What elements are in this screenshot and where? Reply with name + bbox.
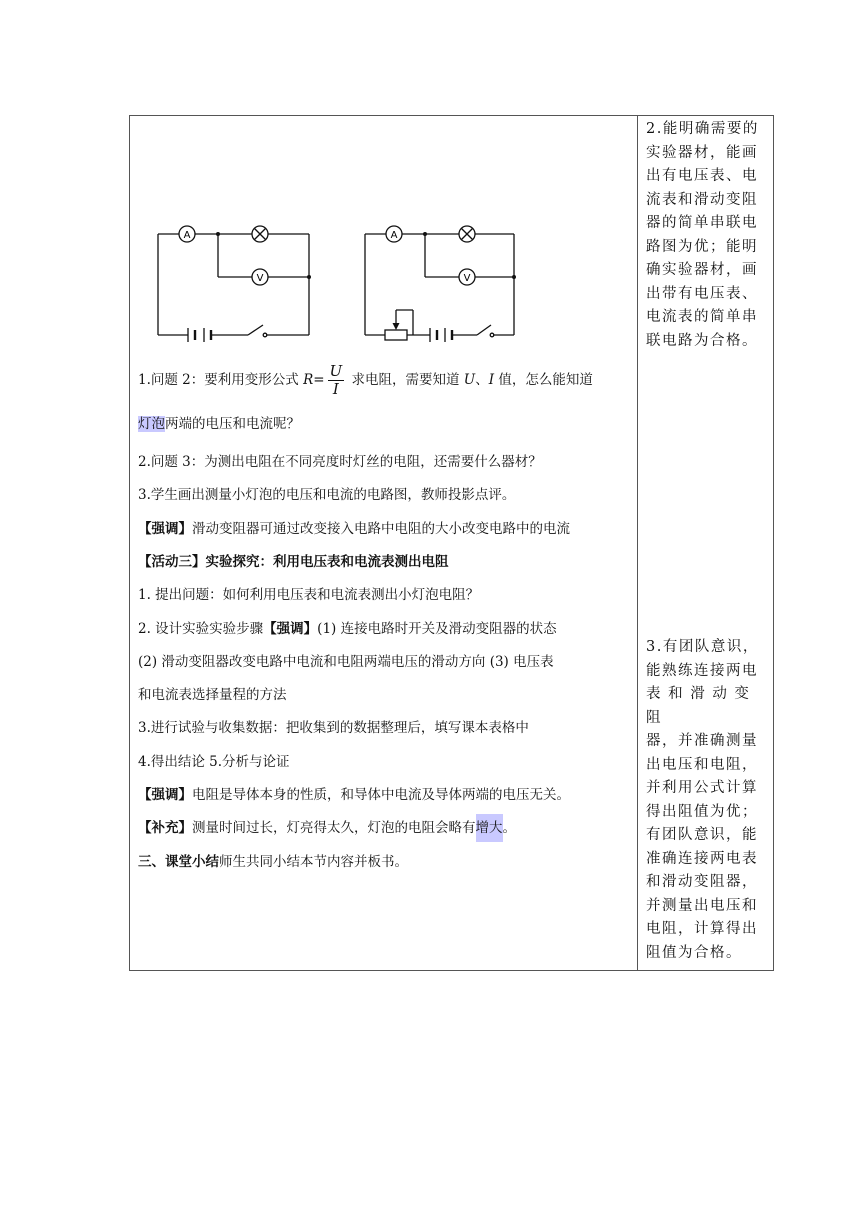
- criteria-2: 2.能明确需要的 实验器材，能画 出有电压表、电 流表和滑动变阻 器的简单串联电 路图为优；能明 确实验器材，画 出带有电压表、 电流表的简单串 联电路为合格。: [646, 121, 759, 349]
- circuit-diagram-with-rheostat: [355, 219, 530, 344]
- emphasis-2: 【强调】电阻是导体本身的性质，和导体中电流及导体两端的电压无关。: [138, 787, 570, 803]
- step-4: 4.得出结论 5.分析与论证: [138, 754, 290, 770]
- column-divider: [637, 116, 638, 970]
- ammeter-symbol-label: A: [390, 230, 398, 241]
- circuit-diagram-basic: [148, 219, 323, 344]
- step-2-line2: (2) 滑动变阻器改变电路中电流和电阻两端电压的滑动方向 (3) 电压表: [138, 654, 554, 670]
- lesson-table: [129, 115, 774, 971]
- question-2-line1: 1.问题 2：要利用变形公式 R= $\frac{U}{I}$ 求电阻，需要知道 U、I 值，怎么能知道: [138, 362, 593, 398]
- step-1: 1. 提出问题：如何利用电压表和电流表测出小灯泡电阻？: [138, 587, 480, 603]
- question-3: 2.问题 3：为测出电阻在不同亮度时灯丝的电阻，还需要什么器材？: [138, 454, 542, 470]
- question-2-line2: 灯泡两端的电压和电流呢？: [138, 416, 300, 432]
- voltmeter-symbol-label: V: [256, 273, 264, 284]
- criteria-3: 3.有团队意识， 能熟练连接两电 表 和 滑 动 变 阻 器，并准确测量 出电压和电阻， 并利用公式计算 得出阻值为优； 有团队意识，能 准确连接两电表 和滑动变阻器， 并测量出电压和 电阻，计算得出 阻值为合格。: [646, 639, 759, 961]
- step-2-line1: 2. 设计实验实验步骤【强调】(1) 连接电路时开关及滑动变阻器的状态: [138, 621, 557, 637]
- supplement: 【补充】测量时间过长，灯亮得太久，灯泡的电阻会略有增大。: [138, 818, 516, 838]
- emphasis-1: 【强调】滑动变阻器可通过改变接入电路中电阻的大小改变电路中的电流: [138, 521, 570, 537]
- step-3: 3.进行试验与收集数据：把收集到的数据整理后，填写课本表格中: [138, 720, 529, 736]
- voltmeter-symbol-label: V: [463, 273, 471, 284]
- formula-fraction: $\frac{U}{I}$: [329, 362, 343, 398]
- ammeter-symbol-label: A: [183, 230, 191, 241]
- step-2-line3: 和电流表选择量程的方法: [138, 687, 287, 703]
- item-3: 3.学生画出测量小灯泡的电压和电流的电路图，教师投影点评。: [138, 487, 516, 503]
- activity-3-heading: 【活动三】实验探究：利用电压表和电流表测出电阻: [138, 554, 449, 570]
- highlight-increase: 增大: [476, 814, 503, 842]
- summary: 三、课堂小结师生共同小结本节内容并板书。: [138, 854, 408, 870]
- highlight-bulb: 灯泡: [138, 416, 165, 432]
